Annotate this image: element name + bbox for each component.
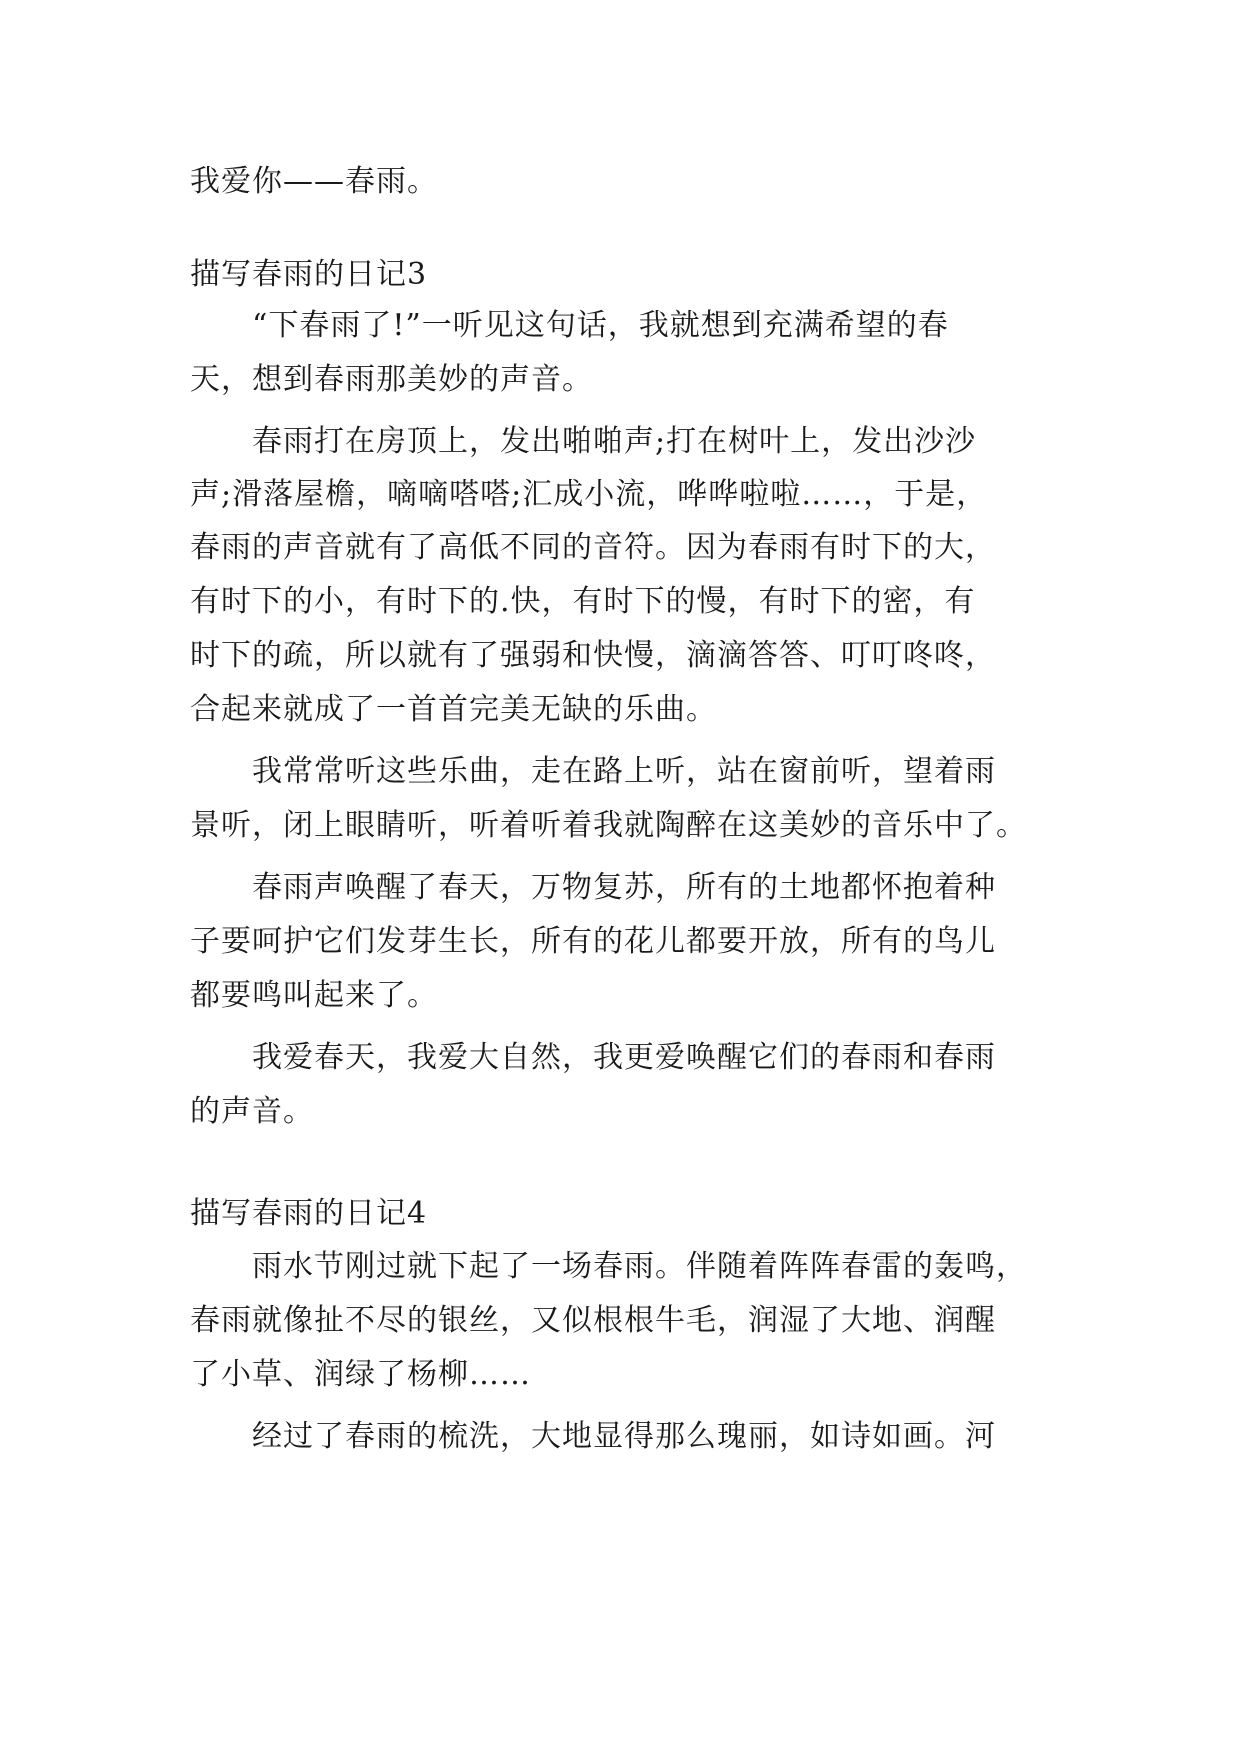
text-line: 天，想到春雨那美妙的声音。 (190, 362, 593, 397)
text-line: “下春雨了!”一听见这句话，我就想到充满希望的春 (190, 308, 949, 343)
text-line: 春雨就像扯不尽的银丝，又似根根牛毛，润湿了大地、润醒 (190, 1303, 996, 1338)
text-line: 经过了春雨的梳洗，大地显得那么瑰丽，如诗如画。河 (190, 1419, 996, 1454)
section-heading: 描写春雨的日记4 (190, 1196, 428, 1231)
text-line: 时下的疏，所以就有了强弱和快慢，滴滴答答、叮叮咚咚， (190, 638, 996, 673)
section-heading: 描写春雨的日记3 (190, 257, 428, 292)
text-line: 雨水节刚过就下起了一场春雨。伴随着阵阵春雷的轰鸣， (190, 1249, 1027, 1284)
text-line: 我爱你——春雨。 (190, 164, 438, 199)
text-line: 声;滑落屋檐，嘀嘀嗒嗒;汇成小流，哗哗啦啦……，于是， (190, 477, 988, 512)
text-line: 有时下的小，有时下的.快，有时下的慢，有时下的密，有 (190, 584, 976, 619)
text-line: 春雨声唤醒了春天，万物复苏，所有的土地都怀抱着种 (190, 870, 996, 905)
text-line: 我常常听这些乐曲，走在路上听，站在窗前听，望着雨 (190, 754, 996, 789)
text-line: 子要呵护它们发芽生长，所有的花儿都要开放，所有的鸟儿 (190, 924, 996, 959)
text-line: 的声音。 (190, 1094, 314, 1129)
text-line: 了小草、润绿了杨柳…… (190, 1357, 531, 1392)
text-line: 春雨的声音就有了高低不同的音符。因为春雨有时下的大， (190, 530, 996, 565)
text-line: 春雨打在房顶上，发出啪啪声;打在树叶上，发出沙沙 (190, 424, 977, 459)
text-line: 景听，闭上眼睛听，听着听着我就陶醉在这美妙的音乐中了。 (190, 808, 1027, 843)
text-line: 我爱春天，我爱大自然，我更爱唤醒它们的春雨和春雨 (190, 1040, 996, 1075)
text-line: 合起来就成了一首首完美无缺的乐曲。 (190, 692, 717, 727)
text-line: 都要鸣叫起来了。 (190, 978, 438, 1013)
